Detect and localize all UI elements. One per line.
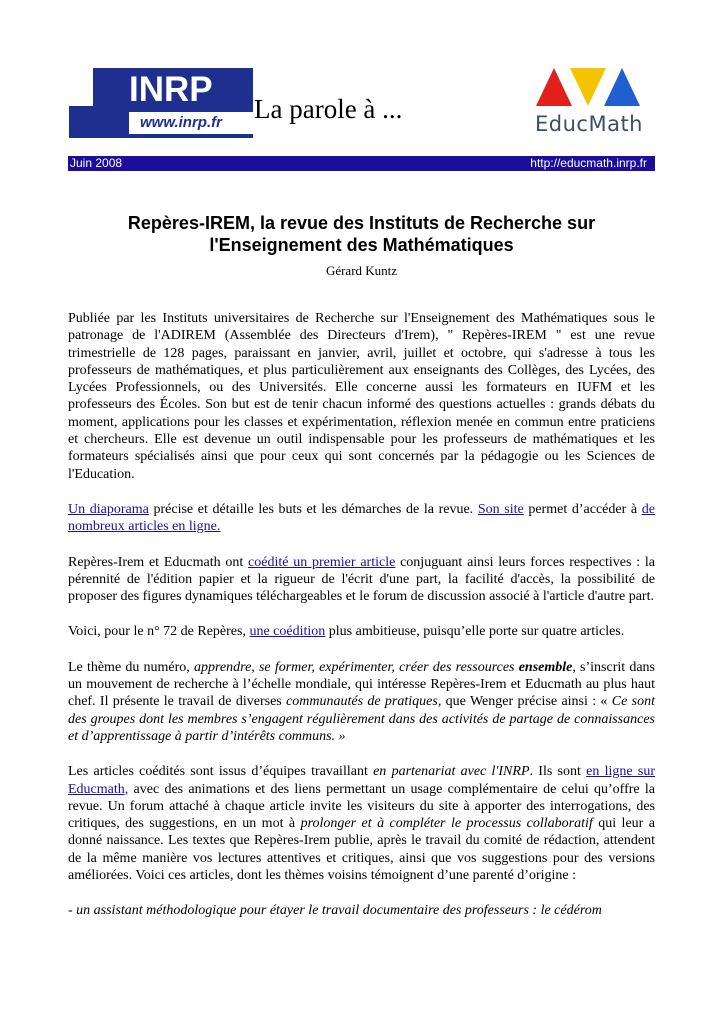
italic-text: prolonger et à compléter le processus collaboratif [300, 816, 593, 832]
articles-link[interactable]: de nombreux articles en ligne. [68, 501, 655, 535]
text: Le thème du numéro, [68, 659, 194, 675]
text: permet d’accéder à [523, 501, 642, 517]
page-header [0, 0, 724, 160]
tagline: La parole à ... [254, 94, 403, 124]
quote-text: Ce sont des groupes dont les membres s’engagent régulièrement dans des activités de partage de connaissances et d’apprentissage à partir d’intérêts communs. » [68, 694, 656, 744]
text: Les articles coédités sont issus d’équipes travaillant [68, 764, 374, 780]
text: Repères-Irem et Educmath ont [68, 554, 249, 570]
text: que Wenger précise ainsi : « [441, 694, 612, 710]
bold-italic-text: ensemble [518, 659, 573, 675]
text: Voici, pour le n° 72 de Repères, [68, 624, 250, 640]
site-link[interactable]: Son site [477, 501, 524, 517]
text: qui leur a donné naissance. Les textes que Repères-Irem publie, après le travail du comité de rédaction, attendent de la même manière vos lectures attentives et critiques, ainsi que vos suggestions pour des versions améliorées. Voici ces articles, dont les thèmes voisins témoignent d’une parenté d’origine : [68, 816, 655, 884]
paragraph-theme [68, 659, 655, 745]
paragraph-intro: Publiée par les Instituts universitaires de Recherche sur l'Enseignement des Mathématiques sous le patronage de l'ADIREM (Assemblée des Directeurs d'Irem), " Repères-IREM " est une revue trimestrielle de 128 pages, paraissant en janvier, avril, juillet et octobre, qui s'adresse à tous les professeurs de mathématiques, et plus particulièrement aux enseignants des Collèges, des Lycées, des Lycées Professionnels, ou des Universités. Elle concerne aussi les formateurs en IUFM et les professeurs des Écoles. Son but est de tenir chacun informé des questions actuelles : grands débats du moment, applications pour les classes et expérimentation, réflexion menée en commun entre praticiens et chercheurs. Elle est devenue un outil indispensable pour les professeurs de mathématiques et les formateurs spécialisés ainsi que pour ceux qui sont concernés par la pédagogie ou les Sciences de l'Education. [68, 311, 655, 482]
text: plus ambitieuse, puisqu’elle porte sur quatre articles. [325, 624, 625, 640]
article-body [68, 310, 655, 938]
text: précise et détaille les buts et les démarches de la revue. [148, 501, 478, 517]
first-article-link[interactable]: coédité un premier article [248, 554, 396, 570]
article-author: Gérard Kuntz [325, 263, 398, 278]
triangles-icon [534, 66, 644, 114]
paragraph-list-item: - un assistant méthodologique pour étayer le travail documentaire des professeurs : le cédérom [68, 903, 602, 919]
educmath-logo[interactable] [534, 66, 644, 138]
educmath-online-link[interactable]: en ligne sur Educmath, [68, 764, 655, 797]
text: avec des animations et des liens permettant un usage complémentaire de celui qu’offre la revue. Un forum attaché à chaque article invite les visiteurs du site à apporter des interrogations, des critiques, des suggestions, en un mot à [68, 781, 655, 832]
paragraph-links [68, 501, 655, 536]
site-url[interactable]: http://educmath.inrp.fr [530, 156, 647, 170]
paragraph-coedition [68, 554, 655, 606]
paragraph-issue-72 [68, 623, 655, 640]
inrp-logo[interactable] [69, 68, 253, 138]
italic-text: communautés de pratiques, [286, 694, 442, 710]
date-bar [68, 156, 655, 171]
italic-text: apprendre, se former, expérimenter, créer des ressources [194, 659, 519, 675]
article-title: Repères-IREM, la revue des Instituts de Recherche sur l'Enseignement des Mathématiques [127, 213, 596, 255]
italic-text: en partenariat avec l'INRP [373, 764, 530, 780]
paragraph-articles [68, 763, 655, 884]
inrp-name: INRP [129, 70, 213, 109]
inrp-url: www.inrp.fr [140, 114, 222, 131]
text: , s’inscrit dans un mouvement de recherche à l’échelle mondiale, qui intéresse Repères-Irem et Educmath au plus haut chef. Il présente le travail de diverses [68, 659, 655, 710]
text: . Ils sont [529, 764, 587, 780]
educmath-name: EducMath [535, 112, 643, 136]
text: conjuguant ainsi leurs forces respectives : la pérennité de l'édition papier et la rigueur de l'écrit d'une part, la facilité d'accès, la possibilité de proposer des figures dynamiques téléchargeables et le forum de discussion associé à l'article d'autre part. [68, 554, 655, 605]
issue-date: Juin 2008 [70, 156, 123, 170]
diaporama-link[interactable]: Un diaporama [68, 501, 149, 517]
coedition-link[interactable]: une coédition [249, 624, 326, 640]
